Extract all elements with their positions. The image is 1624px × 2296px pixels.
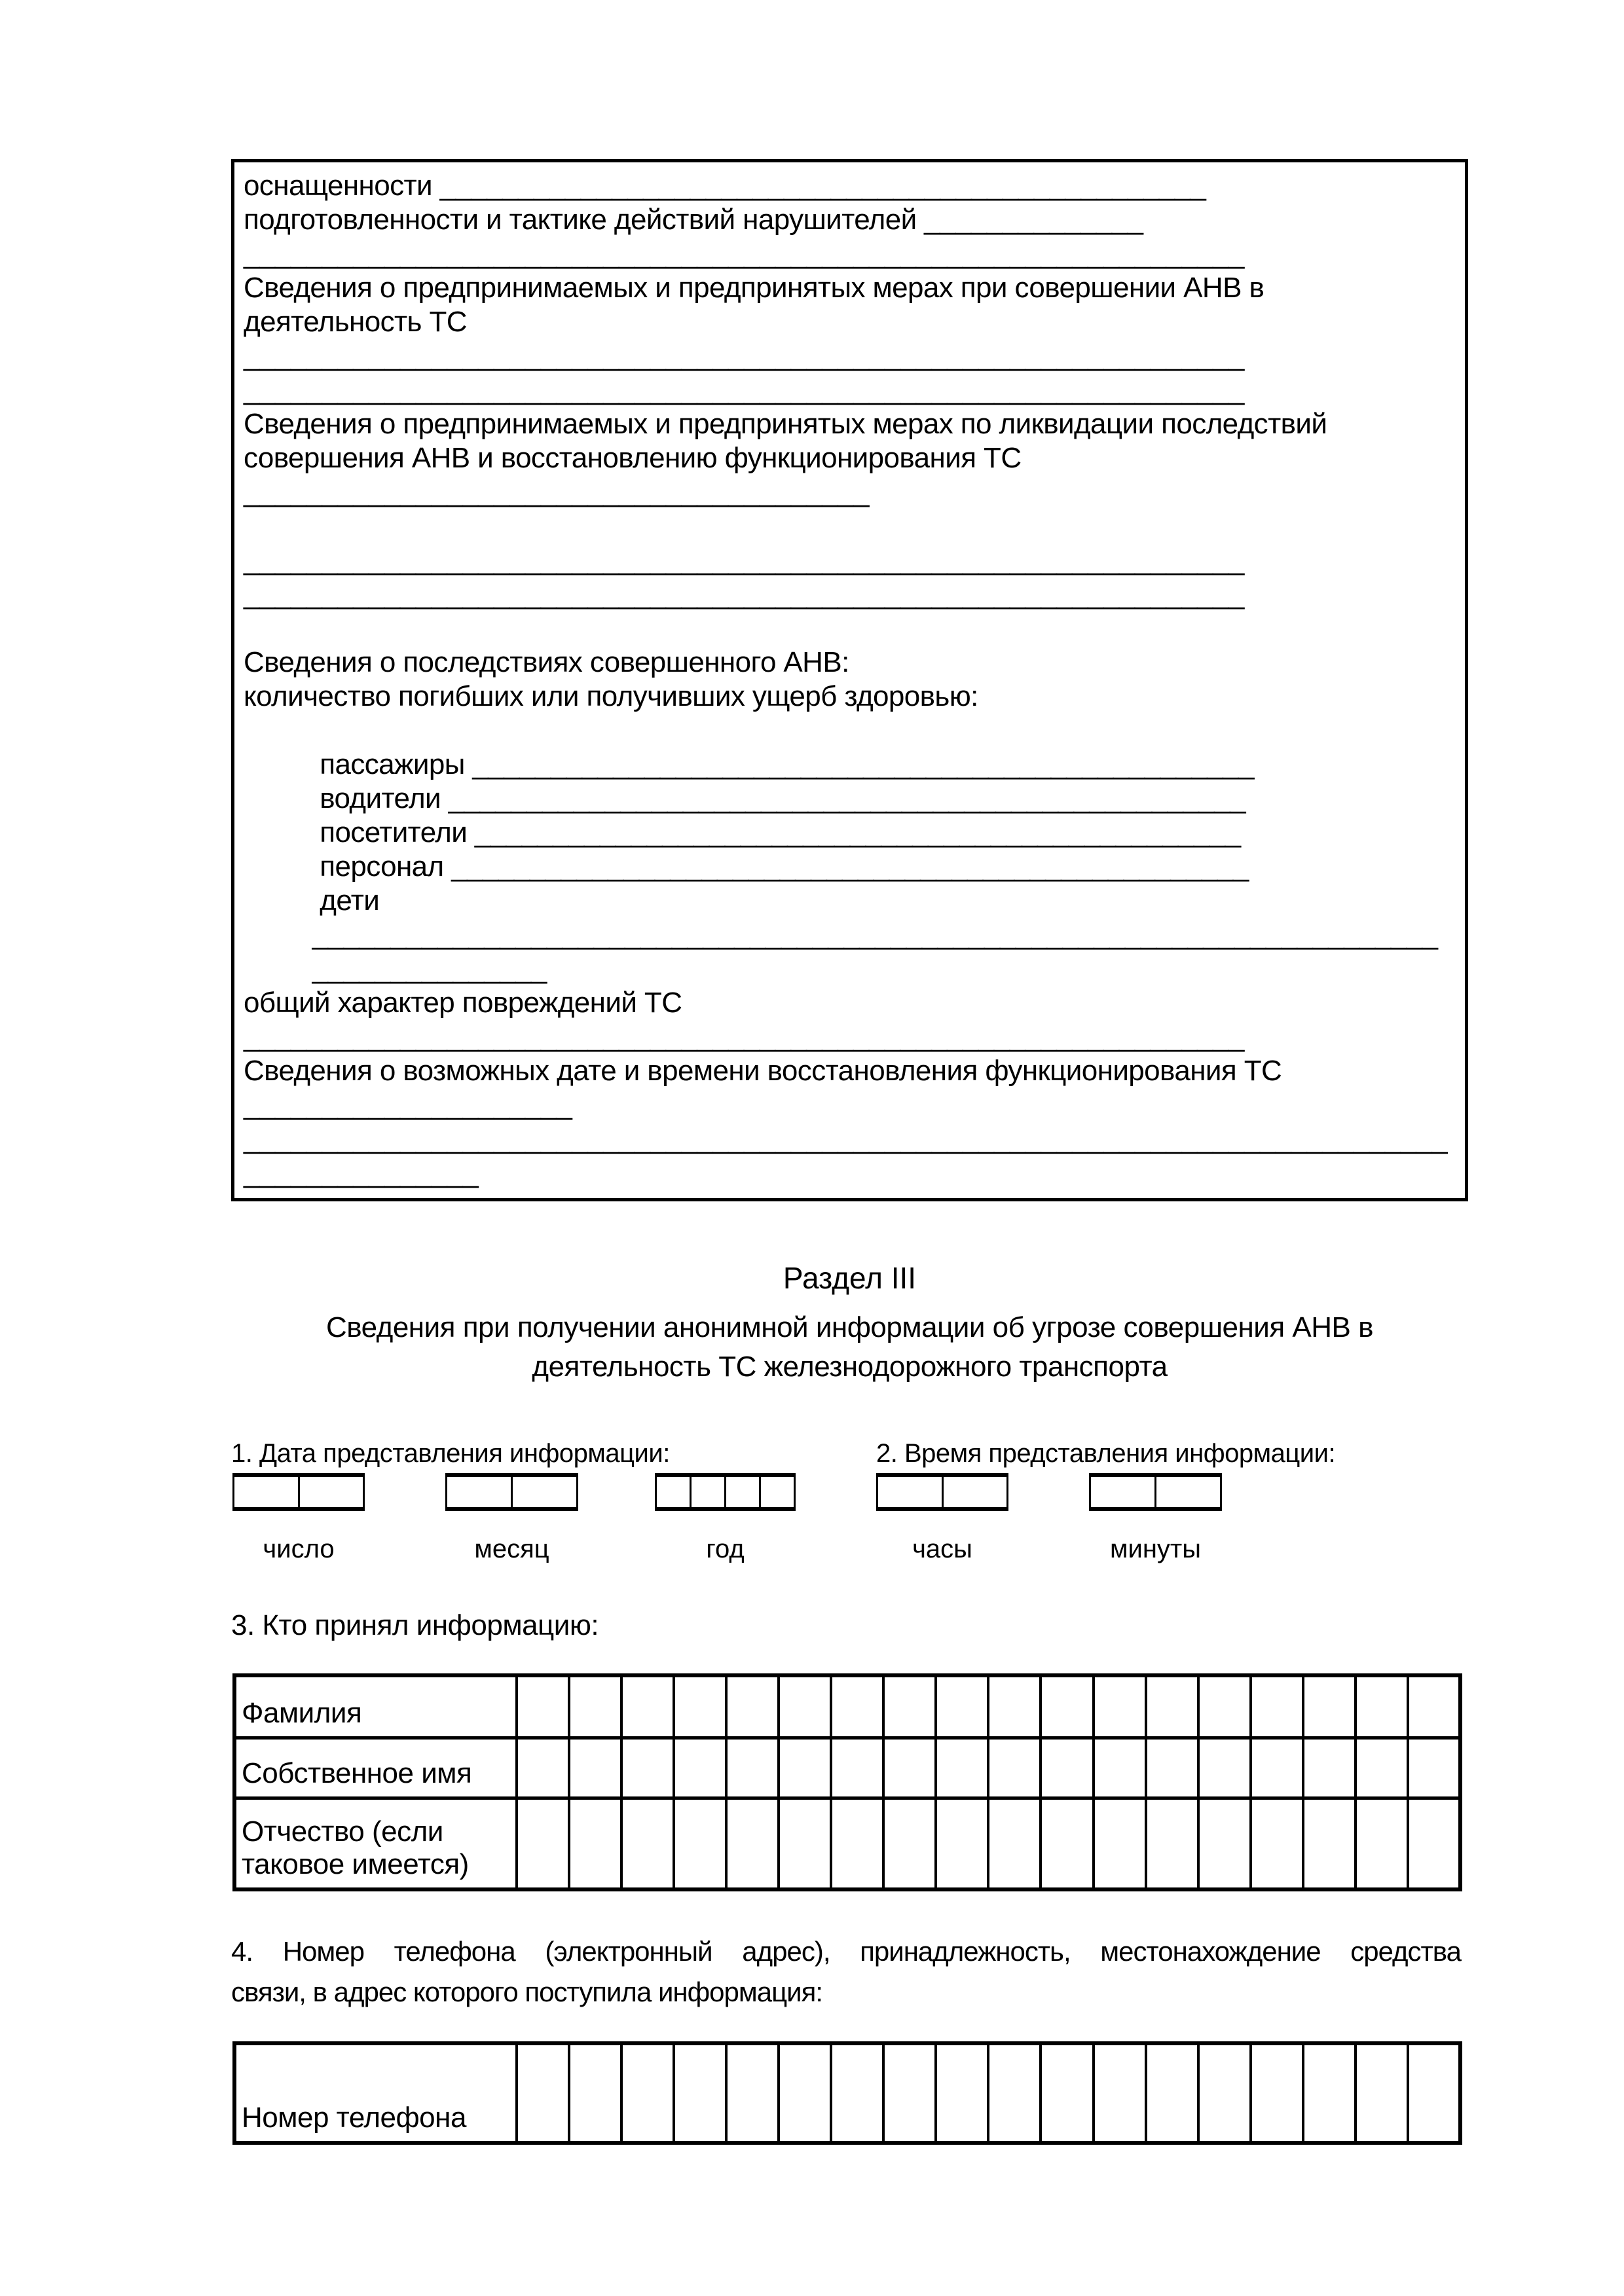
char-cell[interactable] [1094,1798,1146,1889]
box-text-line: оснащенности _________________________________________________ [244,170,1206,202]
char-cell[interactable] [621,2043,674,2143]
table-row [234,1738,1460,1798]
char-cell[interactable] [1146,1738,1198,1798]
empty-line [244,714,1456,748]
char-cell[interactable] [1198,1738,1251,1798]
month-digit-cell[interactable] [447,1477,513,1507]
char-cell[interactable] [1356,2043,1408,2143]
section3-subtitle-line1: Сведения при получении анонимной информации об угрозе совершения АНВ в [326,1311,1373,1343]
day-digit-cell[interactable] [234,1477,300,1507]
row-label: Собственное имя [234,1738,517,1798]
section3-subtitle [231,1308,1468,1387]
char-cell[interactable] [569,2043,621,2143]
row-label: Номер телефона [234,2043,517,2143]
char-cell[interactable] [726,2043,779,2143]
char-cell[interactable] [1041,1798,1093,1889]
box-text-line: Сведения о возможных дате и времени восстановления функционирования ТС [244,1055,1282,1087]
char-cell[interactable] [569,1798,621,1889]
char-cell[interactable] [1198,1798,1251,1889]
section3-heading: Раздел III [783,1261,917,1295]
char-cell[interactable] [1356,1675,1408,1738]
char-cell[interactable] [517,2043,569,2143]
table-row [234,2043,1460,2143]
char-cell[interactable] [621,1798,674,1889]
char-cell[interactable] [831,1675,883,1738]
char-cell[interactable] [779,1738,831,1798]
char-cell[interactable] [988,1738,1041,1798]
year-digit-cell[interactable] [761,1477,794,1507]
day-digit-cell[interactable] [300,1477,363,1507]
blank-rule-line: ________________________________________________________________ [244,544,1244,576]
minutes-digit-cell[interactable] [1156,1477,1220,1507]
box-text-line: персонал ___________________________________________________ [244,850,1249,883]
box-text-line: общий характер повреждений ТС [244,987,682,1019]
blank-rule-line: _____________________ [244,1089,572,1121]
char-cell[interactable] [674,1798,726,1889]
blank-rule-line: _______________ [244,1157,479,1189]
char-cell[interactable] [1408,1798,1460,1889]
contact-question-line1: 4. Номер телефона (электронный адрес), принадлежность, местонахождение средства [231,1936,1461,1967]
char-cell[interactable] [1198,2043,1251,2143]
blank-rule-line: ________________________________________________________________ [244,238,1244,270]
row-label: Фамилия [234,1675,517,1738]
box-text-line: совершения АНВ и восстановлению функционирования ТС [244,442,1022,474]
year-digit-cell[interactable] [692,1477,726,1507]
char-cell[interactable] [988,1675,1041,1738]
table-row [234,1675,1460,1738]
char-cell[interactable] [1251,2043,1303,2143]
minutes-cell-group [1089,1473,1222,1511]
empty-line [244,509,1456,543]
char-cell[interactable] [936,1738,988,1798]
box-text-line: посетители _________________________________________________ [244,816,1241,848]
char-cell[interactable] [883,1738,936,1798]
empty-line [244,611,1456,646]
month-digit-cell[interactable] [513,1477,576,1507]
year-caption: год [706,1535,745,1563]
char-cell[interactable] [988,1798,1041,1889]
char-cell[interactable] [936,1675,988,1738]
blank-rule-line: ________________________________________________________________ [244,374,1244,406]
box-text-line: Сведения о последствиях совершенного АНВ: [244,646,849,678]
year-digit-cell[interactable] [657,1477,692,1507]
char-cell[interactable] [1408,1738,1460,1798]
char-cell[interactable] [1146,1675,1198,1738]
char-cell[interactable] [569,1675,621,1738]
char-cell[interactable] [883,2043,936,2143]
phone-number-table [232,2041,1462,2145]
month-caption: месяц [474,1535,549,1563]
date-question-label: 1. Дата представления информации: [231,1439,670,1468]
day-caption: число [263,1535,335,1563]
char-cell[interactable] [831,2043,883,2143]
section3-subtitle-line2: деятельность ТС железнодорожного транспорта [532,1351,1168,1383]
char-cell[interactable] [726,1675,779,1738]
char-cell[interactable] [1303,1738,1356,1798]
char-cell[interactable] [1041,2043,1093,2143]
who-received-table [232,1673,1462,1891]
char-cell[interactable] [1303,1798,1356,1889]
char-cell[interactable] [569,1738,621,1798]
char-cell[interactable] [883,1675,936,1738]
char-cell[interactable] [1408,1675,1460,1738]
section2-details-box [231,159,1468,1201]
char-cell[interactable] [674,1738,726,1798]
char-cell[interactable] [1146,1798,1198,1889]
char-cell[interactable] [831,1738,883,1798]
blank-rule-line: ________________________________________________________________________ [244,919,1438,951]
char-cell[interactable] [936,1798,988,1889]
char-cell[interactable] [1303,1675,1356,1738]
year-digit-cell[interactable] [726,1477,761,1507]
char-cell[interactable] [1094,1675,1146,1738]
char-cell[interactable] [1251,1738,1303,1798]
row-label: Отчество (если таковое имеется) [234,1798,517,1889]
table-row [234,1798,1460,1889]
blank-rule-line: ________________________________________________________________ [244,578,1244,610]
contact-question-line2: связи, в адрес которого поступила информация: [231,1977,823,2007]
char-cell[interactable] [988,2043,1041,2143]
box-text-line: водители ___________________________________________________ [244,782,1246,814]
blank-rule-line: ________________________________________________________________ [244,1021,1244,1053]
blank-rule-line: _____________________________________________________________________________ [244,1123,1448,1155]
char-cell[interactable] [517,1675,569,1738]
box-text-line: Сведения о предпринимаемых и предпринятых мерах по ликвидации последствий [244,408,1327,440]
char-cell[interactable] [1303,2043,1356,2143]
month-cell-group [445,1473,578,1511]
char-cell[interactable] [674,1675,726,1738]
box-text-line: подготовленности и тактике действий нарушителей ______________ [244,204,1143,236]
char-cell[interactable] [883,1798,936,1889]
char-cell[interactable] [1198,1675,1251,1738]
char-cell[interactable] [1094,2043,1146,2143]
char-cell[interactable] [726,1798,779,1889]
char-cell[interactable] [1251,1798,1303,1889]
hours-cell-group [876,1473,1008,1511]
contact-question [231,1931,1461,2013]
blank-rule-line: ________________________________________ [244,476,869,508]
blank-rule-line: _______________ [244,953,547,985]
char-cell[interactable] [517,1798,569,1889]
box-text-line: Сведения о предпринимаемых и предпринятых мерах при совершении АНВ в [244,272,1264,304]
char-cell[interactable] [517,1738,569,1798]
char-cell[interactable] [1356,1738,1408,1798]
day-cell-group [232,1473,365,1511]
char-cell[interactable] [1146,2043,1198,2143]
char-cell[interactable] [1094,1738,1146,1798]
box-text-line: деятельность ТС [244,306,467,338]
blank-rule-line: ________________________________________________________________ [244,340,1244,372]
char-cell[interactable] [779,1798,831,1889]
char-cell[interactable] [1041,1738,1093,1798]
char-cell[interactable] [1356,1798,1408,1889]
minutes-caption: минуты [1109,1535,1201,1563]
box-text-line: пассажиры __________________________________________________ [244,748,1254,780]
char-cell[interactable] [1041,1675,1093,1738]
char-cell[interactable] [779,2043,831,2143]
box-text-line: дети [244,884,380,917]
year-cell-group [655,1473,796,1511]
char-cell[interactable] [674,2043,726,2143]
hours-caption: часы [912,1535,972,1563]
char-cell[interactable] [621,1675,674,1738]
who-received-label: 3. Кто принял информацию: [231,1609,599,1641]
time-question-label: 2. Время представления информации: [876,1439,1336,1468]
char-cell[interactable] [621,1738,674,1798]
char-cell[interactable] [726,1738,779,1798]
minutes-digit-cell[interactable] [1091,1477,1156,1507]
char-cell[interactable] [779,1675,831,1738]
hours-digit-cell[interactable] [944,1477,1007,1507]
box-text-line: количество погибших или получивших ущерб здоровью: [244,680,978,712]
char-cell[interactable] [1251,1675,1303,1738]
char-cell[interactable] [1408,2043,1460,2143]
char-cell[interactable] [936,2043,988,2143]
char-cell[interactable] [831,1798,883,1889]
hours-digit-cell[interactable] [878,1477,944,1507]
